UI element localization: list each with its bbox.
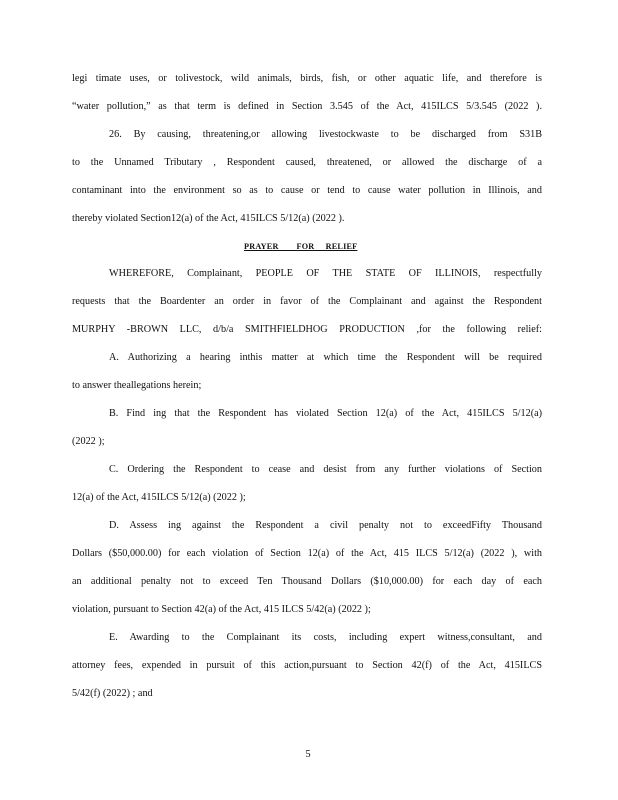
body-text-line: 12(a) of the Act, 415ILCS 5/12(a) (2022 ); (72, 492, 246, 503)
body-text-line: violation, pursuant to Section 42(a) of the Act, 415 ILCS 5/42(a) (2022 ); (72, 604, 371, 615)
body-text-line: Dollars ($50,000.00) for each violation of Section 12(a) of the Act, 415 ILCS 5/12(a) (2022 ), with (72, 548, 542, 559)
relief-item-e: E. Awarding to the Complainant its costs, including expert witness,consultant, and (109, 632, 542, 643)
body-text-line: to the Unnamed Tributary , Respondent caused, threatened, or allowed the discharge of a (72, 157, 542, 168)
body-text-line: an additional penalty not to exceed Ten Thousand Dollars ($10,000.00) for each day of each (72, 576, 542, 587)
body-text-line: legi timate uses, or tolivestock, wild animals, birds, fish, or other aquatic life, and therefore is (72, 73, 542, 84)
page-number: 5 (305, 749, 311, 760)
body-text-line: attorney fees, expended in pursuit of this action,pursuant to Section 42(f) of the Act, 415ILCS (72, 660, 542, 671)
relief-item-b: B. Find ing that the Respondent has violated Section 12(a) of the Act, 415ILCS 5/12(a) (109, 408, 542, 419)
body-text-line: to answer theallegations herein; (72, 380, 202, 391)
relief-item-a: A. Authorizing a hearing inthis matter at which time the Respondent will be required (109, 352, 542, 363)
body-text-line: MURPHY -BROWN LLC, d/b/a SMITHFIELDHOG PRODUCTION ,for the following relief: (72, 324, 542, 335)
body-text-line: thereby violated Section12(a) of the Act, 415ILCS 5/12(a) (2022 ). (72, 213, 345, 224)
wherefore-paragraph-start: WHEREFORE, Complainant, PEOPLE OF THE STATE OF ILLINOIS, respectfully (109, 268, 542, 279)
relief-item-c: C. Ordering the Respondent to cease and desist from any further violations of Section (109, 464, 542, 475)
section-heading: PRAYER FOR RELIEF (244, 242, 358, 251)
body-text-line: requests that the Boardenter an order in favor of the Complainant and against the Respondent (72, 296, 542, 307)
paragraph-26-start: 26. By causing, threatening,or allowing livestockwaste to be discharged from S31B (109, 129, 542, 140)
body-text-line: “water pollution,” as that term is defined in Section 3.545 of the Act, 415ILCS 5/3.545 (2022 ). (72, 101, 542, 112)
relief-item-d: D. Assess ing against the Respondent a civil penalty not to exceedFifty Thousand (109, 520, 542, 531)
body-text-line: 5/42(f) (2022) ; and (72, 688, 153, 699)
body-text-line: (2022 ); (72, 436, 105, 447)
body-text-line: contaminant into the environment so as to cause or tend to cause water pollution in Illinois, and (72, 185, 542, 196)
